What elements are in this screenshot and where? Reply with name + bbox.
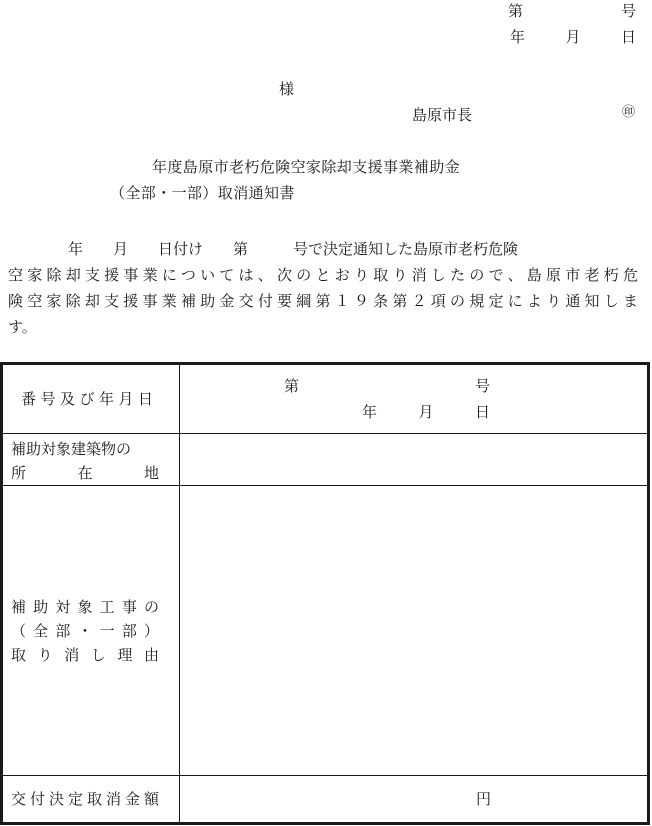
detail-table [0, 362, 650, 825]
number-value: 第 号 [284, 377, 490, 395]
cancel-amount-label: 交付決定取消金額 [11, 790, 159, 808]
table-row [2, 434, 649, 486]
building-location-value-cell [180, 434, 649, 486]
body-line-1: 年 月 日付け 第 号で決定通知した島原市老朽危険 [68, 240, 519, 258]
cancel-reason-label-cell [2, 486, 180, 776]
title-line-1: 年度島原市老朽危険空家除却支援事業補助金 [152, 158, 461, 176]
building-location-label-2: 所 在 地 [11, 463, 159, 482]
addressee-suffix: 様 [279, 80, 295, 98]
notice-body [8, 236, 638, 340]
body-line-2: 空家除却支援事業については、次のとおり取り消したので、島原市老朽危 [8, 266, 638, 284]
cancel-amount-value-cell [180, 776, 649, 824]
building-location-label-1: 補助対象建築物の [11, 439, 132, 458]
title-line-2: （全部・一部）取消通知書 [110, 184, 295, 202]
cancel-reason-label-3: 取り消し理由 [11, 645, 159, 664]
body-line-3: 険空家除却支援事業補助金交付要綱第１９条第２項の規定により通知しま [8, 292, 638, 310]
table-row [2, 776, 649, 824]
cancel-amount-label-cell [2, 776, 180, 824]
table-row [2, 486, 649, 776]
building-location-label-cell [2, 434, 180, 486]
number-date-label-cell [2, 364, 180, 434]
document-number-label: 第 号 [508, 2, 636, 20]
issuer-name: 島原市長 [412, 106, 473, 124]
document-date-label: 年 月 日 [510, 28, 636, 46]
number-date-label: 番号及び年月日 [21, 390, 153, 408]
date-value: 年 月 日 [362, 403, 490, 421]
cancel-reason-label-2: （全部・一部） [11, 621, 159, 640]
table-row [2, 364, 649, 434]
seal-mark: ㊞ [622, 105, 636, 120]
cancel-reason-value-cell [180, 486, 649, 776]
amount-unit: 円 [476, 790, 492, 808]
body-line-4: す。 [8, 318, 37, 336]
number-date-value-cell [180, 364, 649, 434]
cancel-reason-label-1: 補助対象工事の [11, 597, 159, 616]
